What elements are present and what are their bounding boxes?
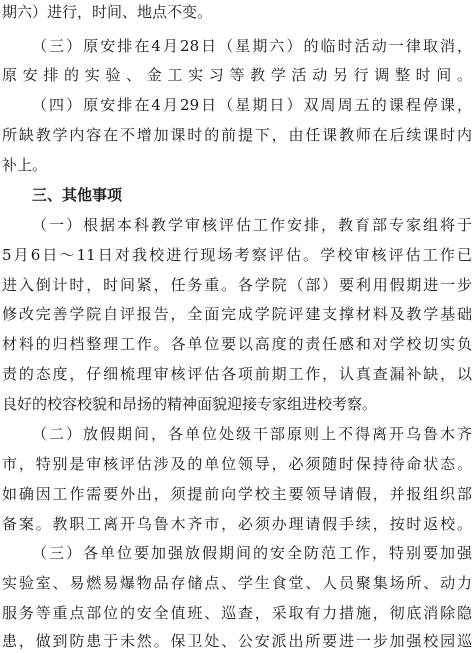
text-line: 市，特别是审核评估涉及的单位领导，必须随时保持待命状态。 bbox=[2, 455, 472, 473]
text-line: 补上。 bbox=[2, 156, 48, 174]
text-line: （二）放假期间，各单位处级干部原则上不得离开乌鲁木齐 bbox=[32, 425, 472, 443]
text-line: （三）原安排在4月28日（星期六）的临时活动一律取消， bbox=[32, 37, 472, 55]
text-line: （三）各单位要加强放假期间的安全防范工作，特别要加强 bbox=[32, 544, 472, 562]
text-line: 进入倒计时，时间紧，任务重。各学院（部）要利用假期进一步 bbox=[2, 276, 472, 294]
text-line: 期六）进行，时间、地点不变。 bbox=[2, 3, 213, 21]
text-line: （四）原安排在4月29日（星期日）双周周五的课程停课， bbox=[32, 96, 472, 114]
text-line: 5月6日～11日对我校进行现场考察评估。学校审核评估工作已 bbox=[2, 246, 472, 264]
text-line: （一）根据本科教学审核评估工作安排，教育部专家组将于 bbox=[32, 216, 472, 234]
text-line: 如确因工作需要外出，须提前向学校主要领导请假，并报组织部 bbox=[2, 485, 472, 503]
text-line: 所缺教学内容在不增加课时的前提下，由任课教师在后续课时内 bbox=[2, 126, 472, 144]
text-line: 修改完善学院自评报告，全面完成学院评建支撑材料及教学基础 bbox=[2, 305, 472, 323]
section-heading: 三、其他事项 bbox=[32, 186, 123, 204]
text-line: 备案。教职工离开乌鲁木齐市，必须办理请假手续，按时返校。 bbox=[2, 515, 472, 533]
text-line: 良好的校容校貌和昂扬的精神面貌迎接专家组进校考察。 bbox=[2, 395, 378, 413]
text-line: 责的态度，仔细梳理审核评估各项前期工作，认真查漏补缺，以 bbox=[2, 365, 472, 383]
text-line: 材料的归档整理工作。各单位要以高度的责任感和对学校切实负 bbox=[2, 335, 472, 353]
text-line: 患，做到防患于未然。保卫处、公安派出所要进一步加强校园巡 bbox=[2, 632, 472, 650]
text-line: 原安排的实验、金工实习等教学活动另行调整时间。 bbox=[2, 66, 472, 84]
text-line: 服务等重点部位的安全值班、巡查，采取有力措施，彻底消除隐 bbox=[2, 604, 472, 622]
text-line: 实验室、易燃易爆物品存储点、学生食堂、人员聚集场所、动力 bbox=[2, 574, 472, 592]
